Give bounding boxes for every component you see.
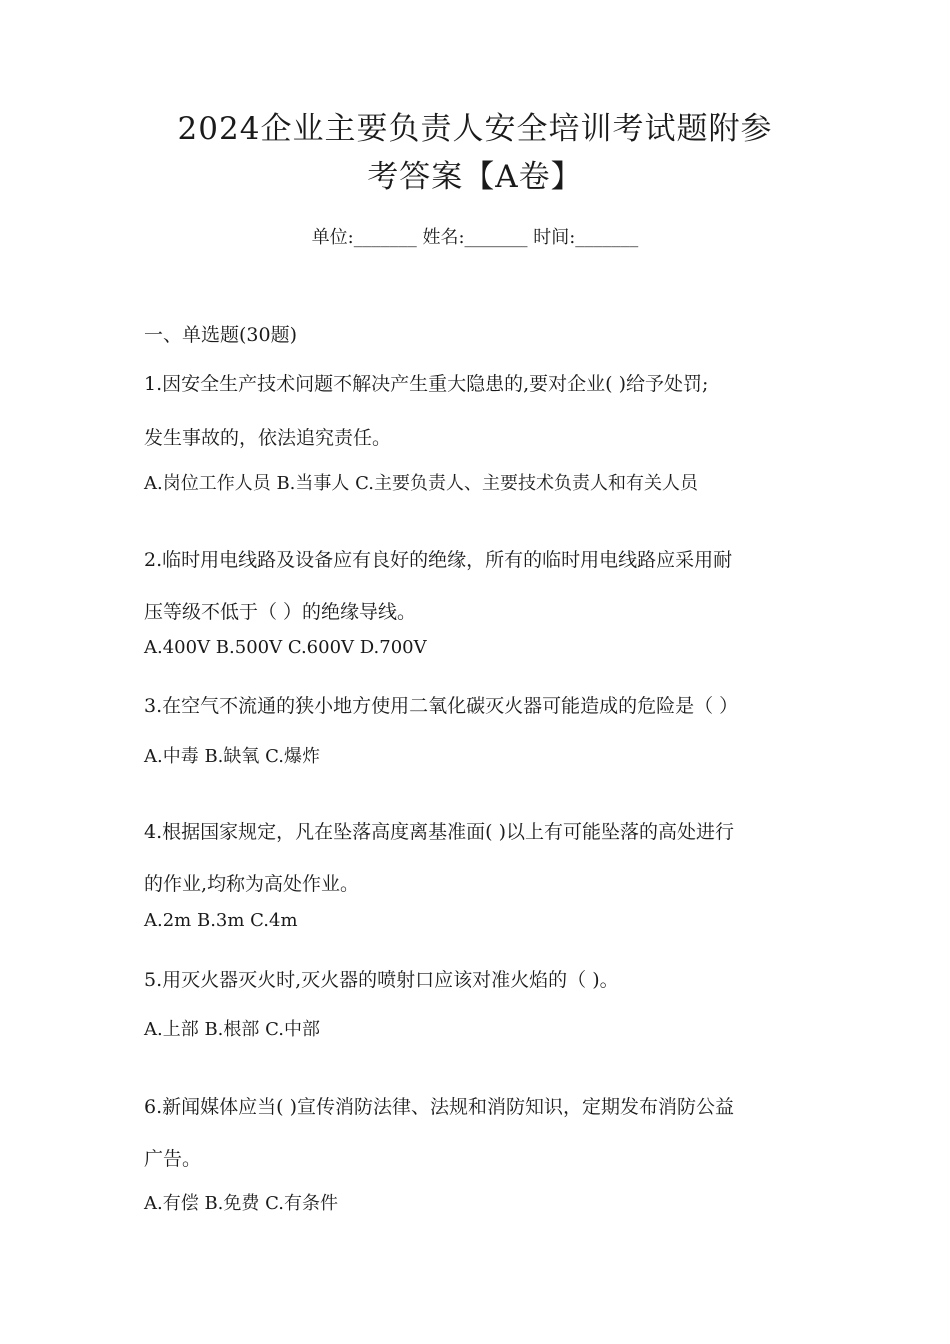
document-title-line-1: 2024企业主要负责人安全培训考试题附参: [177, 111, 773, 147]
question-3-line-1: 3.在空气不流通的狭小地方使用二氧化碳灭火器可能造成的危险是（ ）: [144, 695, 739, 717]
question-4-line-1: 4.根据国家规定，凡在坠落高度离基准面( )以上有可能坠落的高处进行: [144, 821, 734, 843]
question-1-options: A.岗位工作人员 B.当事人 C.主要负责人、主要技术负责人和有关人员: [144, 473, 698, 494]
question-2-line-2: 压等级不低于（ ）的绝缘导线。: [144, 601, 417, 623]
question-5-line-1: 5.用灭火器灭火时,灭火器的喷射口应该对准火焰的（ )。: [144, 969, 619, 991]
header-fields: 单位:_______ 姓名:_______ 时间:_______: [311, 227, 639, 248]
question-1-line-2: 发生事故的，依法追究责任。: [144, 427, 392, 449]
question-2-options: A.400V B.500V C.600V D.700V: [144, 637, 427, 658]
question-1-line-1: 1.因安全生产技术问题不解决产生重大隐患的,要对企业( )给予处罚;: [144, 373, 709, 395]
section-heading: 一、单选题(30题): [144, 324, 298, 346]
document-title-line-2: 考答案【A卷】: [367, 159, 583, 195]
question-4-options: A.2m B.3m C.4m: [144, 910, 298, 931]
question-2-line-1: 2.临时用电线路及设备应有良好的绝缘，所有的临时用电线路应采用耐: [144, 549, 733, 571]
question-5-options: A.上部 B.根部 C.中部: [144, 1019, 320, 1040]
question-6-line-2: 广告。: [144, 1148, 202, 1170]
question-6-options: A.有偿 B.免费 C.有条件: [144, 1193, 338, 1214]
question-3-options: A.中毒 B.缺氧 C.爆炸: [144, 746, 320, 767]
question-6-line-1: 6.新闻媒体应当( )宣传消防法律、法规和消防知识，定期发布消防公益: [144, 1096, 734, 1118]
question-4-line-2: 的作业,均称为高处作业。: [144, 873, 360, 895]
